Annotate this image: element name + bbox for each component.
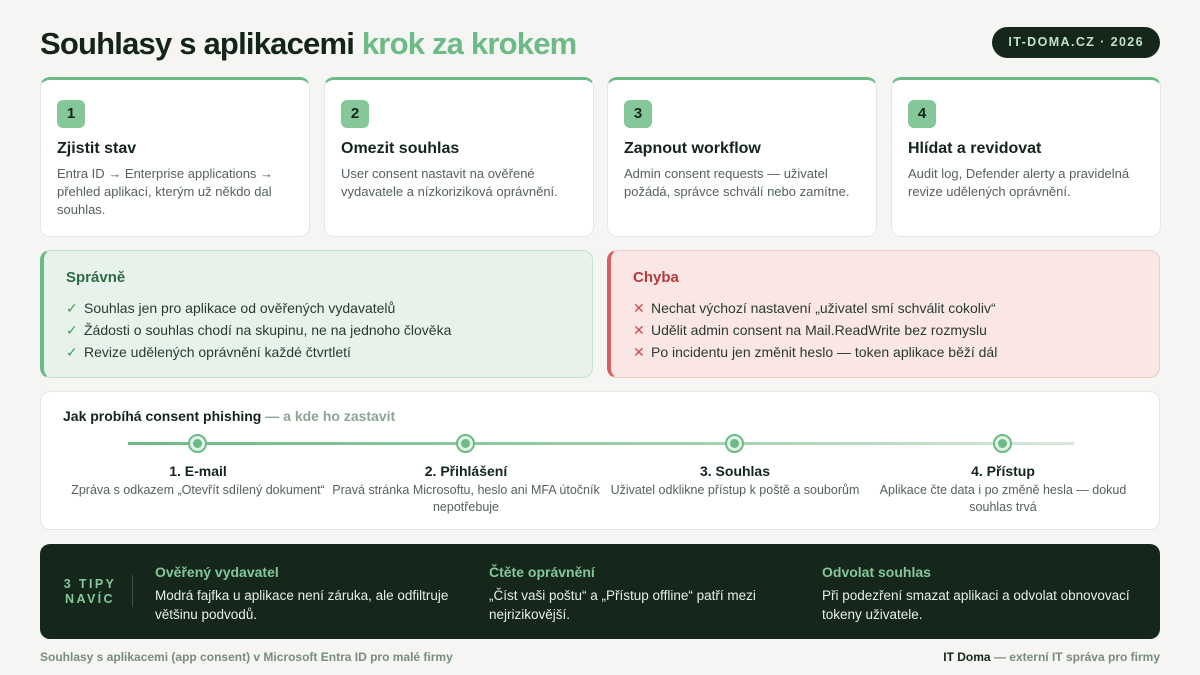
step-title: Hlídat a revidovat xyxy=(908,140,1042,157)
cross-icon: ✕ xyxy=(633,300,645,316)
step-description: Audit log, Defender alerty a pravidelná revize udělených oprávnění. xyxy=(908,166,1130,199)
step-card-3 xyxy=(607,77,877,237)
correct-list xyxy=(66,297,572,363)
flow-step-description: Zpráva s odkazem „Otevřít sdílený dokument“ xyxy=(71,483,325,497)
tip-title: Ověřený vydavatel xyxy=(155,564,279,580)
flow-step-title: 3. Souhlas xyxy=(699,463,771,479)
step-description: User consent nastavit na ověřené vydavatele a nízkoriziková oprávnění. xyxy=(341,166,558,199)
tip-text: Při podezření smazat aplikaci a odvolat obnovovací tokeny uživatele. xyxy=(822,588,1130,622)
list-item-text: Žádosti o souhlas chodí na skupinu, ne na jednoho člověka xyxy=(84,322,452,338)
tip-2 xyxy=(489,563,807,624)
correct-title: Správně xyxy=(66,269,126,286)
flow-dot-icon xyxy=(993,434,1012,453)
step-number: 2 xyxy=(341,100,369,128)
steps-row xyxy=(40,77,1160,237)
list-item xyxy=(66,319,572,341)
brand-badge: IT-DOMA.CZ · 2026 xyxy=(992,27,1160,58)
wrong-title: Chyba xyxy=(633,269,679,286)
cross-icon: ✕ xyxy=(633,322,645,338)
footer-brand xyxy=(943,650,1160,664)
footer-caption: Souhlasy s aplikacemi (app consent) v Microsoft Entra ID pro malé firmy xyxy=(40,650,453,664)
tip-title: Čtěte oprávnění xyxy=(489,564,595,580)
list-item-text: Po incidentu jen změnit heslo — token aplikace běží dál xyxy=(651,344,998,360)
flow-heading xyxy=(63,408,395,424)
phishing-flow xyxy=(40,391,1160,530)
flow-dot-icon xyxy=(725,434,744,453)
step-description: Admin consent requests — uživatel požádá, správce schválí nebo zamítne. xyxy=(624,166,850,199)
tip-1 xyxy=(155,563,473,624)
tip-3 xyxy=(822,563,1140,624)
step-card-1 xyxy=(40,77,310,237)
wrong-list xyxy=(633,297,1139,363)
step-number: 3 xyxy=(624,100,652,128)
list-item xyxy=(633,319,1139,341)
title-accent: krok za krokem xyxy=(361,26,577,61)
flow-step-title: 4. Přístup xyxy=(971,463,1035,479)
step-card-4 xyxy=(891,77,1161,237)
step-number: 4 xyxy=(908,100,936,128)
list-item-text: Nechat výchozí nastavení „uživatel smí schválit cokoliv“ xyxy=(651,300,996,316)
list-item-text: Souhlas jen pro aplikace od ověřených vydavatelů xyxy=(84,300,396,316)
list-item xyxy=(66,297,572,319)
check-icon: ✓ xyxy=(66,344,78,360)
step-title: Zjistit stav xyxy=(57,140,137,157)
flow-step-description: Uživatel odklikne přístup k poště a souborům xyxy=(610,483,860,497)
tip-text: Modrá fajfka u aplikace není záruka, ale odfiltruje většinu podvodů. xyxy=(155,588,449,622)
flow-dot-icon xyxy=(456,434,475,453)
wrong-panel xyxy=(607,250,1160,378)
list-item-text: Udělit admin consent na Mail.ReadWrite bez rozmyslu xyxy=(651,322,987,338)
header xyxy=(40,24,1160,64)
tips-panel xyxy=(40,544,1160,639)
list-item xyxy=(66,341,572,363)
flow-step-3 xyxy=(601,462,869,499)
step-description: Entra ID → Enterprise applications → přehled aplikací, kterým už někdo dal souhlas. xyxy=(57,166,274,217)
correct-panel xyxy=(40,250,593,378)
footer-brand-name: IT Doma xyxy=(943,650,991,664)
flow-step-title: 1. E-mail xyxy=(169,463,227,479)
flow-step-description: Pravá stránka Microsoftu, heslo ani MFA útočník nepotřebuje xyxy=(332,483,600,514)
flow-heading-sub: — a kde ho zastavit xyxy=(265,408,396,424)
cross-icon: ✕ xyxy=(633,344,645,360)
flow-dot-icon xyxy=(188,434,207,453)
flow-step-1 xyxy=(64,462,332,499)
list-item xyxy=(633,341,1139,363)
flow-heading-main: Jak probíhá consent phishing xyxy=(63,408,262,424)
step-title: Omezit souhlas xyxy=(341,140,460,157)
footer-tagline: — externí IT správa pro firmy xyxy=(993,650,1160,664)
flow-step-2 xyxy=(332,462,600,516)
tip-title: Odvolat souhlas xyxy=(822,564,931,580)
step-title: Zapnout workflow xyxy=(624,140,761,157)
step-card-2 xyxy=(324,77,594,237)
check-icon: ✓ xyxy=(66,300,78,316)
list-item xyxy=(633,297,1139,319)
flow-step-description: Aplikace čte data i po změně hesla — dokud souhlas trvá xyxy=(879,483,1127,514)
step-number: 1 xyxy=(57,100,85,128)
flow-line xyxy=(128,442,1074,445)
check-icon: ✓ xyxy=(66,322,78,338)
flow-step-title: 2. Přihlášení xyxy=(424,463,508,479)
title-main: Souhlasy s aplikacemi xyxy=(40,26,355,61)
flow-step-4 xyxy=(869,462,1137,516)
tip-text: „Číst vaši poštu“ a „Přístup offline“ patří mezi nejrizikovější. xyxy=(489,588,756,622)
list-item-text: Revize udělených oprávnění každé čtvrtletí xyxy=(84,344,351,360)
tips-label: 3 TIPY NAVÍC xyxy=(63,577,117,606)
tips-divider xyxy=(132,575,133,607)
